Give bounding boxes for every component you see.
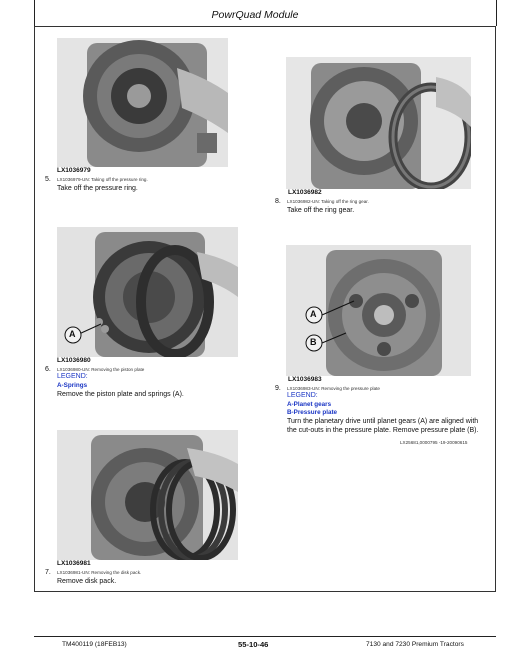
legend-item: B-Pressure plate bbox=[287, 409, 338, 416]
photo-disk-pack bbox=[57, 430, 238, 560]
callout-label: B bbox=[310, 337, 317, 347]
reference-code: LX25681,0000795 -19-20090615 bbox=[400, 440, 468, 445]
photo-caption: LX1036983-UN: Removing the pressure plate bbox=[287, 386, 380, 391]
photo-caption: LX1036982-UN: Taking off the ring gear. bbox=[287, 199, 369, 204]
footer-doc-id: TM400119 (18FEB13) bbox=[62, 641, 127, 648]
legend-item: A-Planet gears bbox=[287, 401, 332, 408]
step-instruction: Remove disk pack. bbox=[57, 578, 117, 585]
photo-id: LX1036980 bbox=[57, 357, 91, 364]
step-number: 8. bbox=[275, 198, 281, 205]
footer-page-number: 55-10-46 bbox=[238, 640, 269, 649]
callout-label: A bbox=[310, 309, 317, 319]
step-number: 6. bbox=[45, 366, 51, 373]
step-6 bbox=[45, 366, 255, 400]
photo-caption: LX1036981-UN: Removing the disk pack. bbox=[57, 570, 142, 575]
step-number: 9. bbox=[275, 385, 281, 392]
photo-id: LX1036982 bbox=[288, 189, 322, 196]
footer-rule bbox=[34, 636, 496, 637]
legend-item: A-Springs bbox=[57, 382, 88, 389]
step-instruction: Turn the planetary drive until planet gears (A) are aligned with bbox=[287, 418, 479, 425]
photo-piston-plate bbox=[57, 227, 238, 357]
step-5 bbox=[45, 176, 245, 198]
step-9 bbox=[275, 385, 490, 437]
step-7 bbox=[45, 569, 245, 591]
photo-pressure-ring bbox=[57, 38, 228, 167]
callout-label: A bbox=[69, 329, 76, 339]
step-instruction: Remove the piston plate and springs (A). bbox=[57, 391, 184, 398]
step-instruction: the cut-outs in the pressure plate. Remove pressure plate (B). bbox=[287, 427, 479, 434]
step-8 bbox=[275, 198, 485, 220]
page-title: PowrQuad Module bbox=[211, 9, 299, 21]
photo-id: LX1036983 bbox=[288, 376, 322, 383]
footer-product: 7130 and 7230 Premium Tractors bbox=[366, 641, 464, 648]
step-number: 7. bbox=[45, 569, 51, 576]
step-instruction: Take off the pressure ring. bbox=[57, 185, 138, 192]
photo-caption: LX1036980-UN: Removing the piston plate bbox=[57, 367, 145, 372]
photo-ring-gear bbox=[286, 57, 471, 189]
photo-pressure-plate bbox=[286, 245, 471, 376]
step-number: 5. bbox=[45, 176, 51, 183]
photo-id: LX1036979 bbox=[57, 167, 91, 174]
legend-title: LEGEND: bbox=[287, 392, 318, 399]
step-instruction: Take off the ring gear. bbox=[287, 207, 355, 214]
photo-caption: LX1036979-UN: Taking off the pressure ring. bbox=[57, 177, 148, 182]
legend-title: LEGEND: bbox=[57, 373, 88, 380]
photo-id: LX1036981 bbox=[57, 560, 91, 567]
